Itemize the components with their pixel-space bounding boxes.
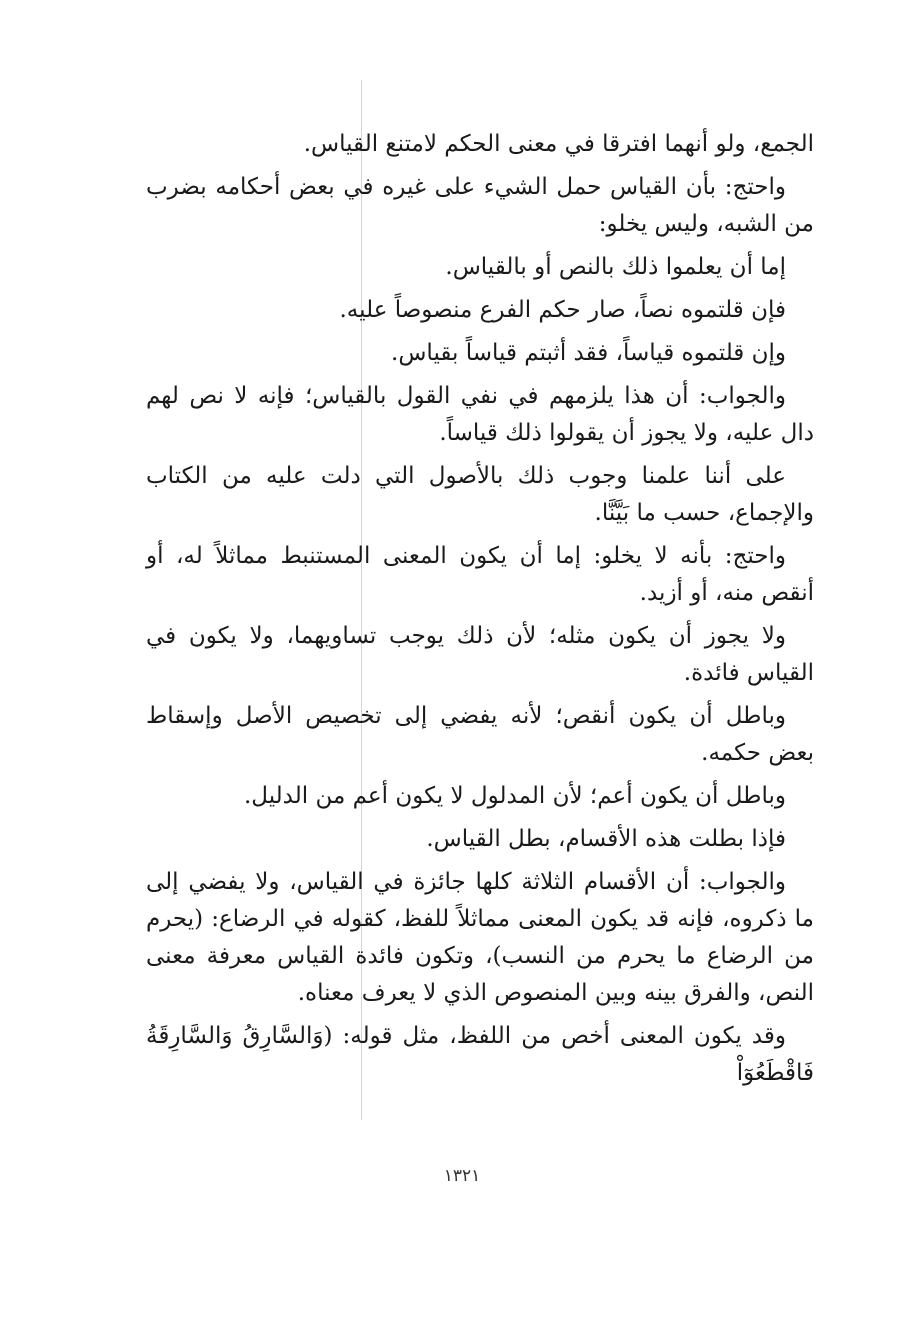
paragraph: وباطل أن يكون أعم؛ لأن المدلول لا يكون أعم من الدليل. [243, 783, 786, 809]
paragraph: والجواب: أن الأقسام الثلاثة كلها جائزة في القياس، ولا يفضي إلى ما ذكروه، فإنه قد يكون المعنى مماثلاً للفظ، كقوله في الرضاع: (يحرم من الرضاع ما يحرم من النسب)، وتكون فائدة القياس معرفة معنى النص، والفرق بينه وبين المنصوص الذي لا يعرف معناه. [146, 869, 815, 1006]
paragraph: فإذا بطلت هذه الأقسام، بطل القياس. [426, 826, 786, 852]
paragraph: وقد يكون المعنى أخص من اللفظ، مثل قوله: (وَالسَّارِقُ وَالسَّارِقَةُ فَاقْطَعُوٓاْ [146, 1023, 814, 1086]
paragraph: فإن قلتموه نصاً، صار حكم الفرع منصوصاً عليه. [339, 297, 786, 323]
paragraph: الجمع، ولو أنهما افترقا في معنى الحكم لامتنع القياس. [303, 131, 814, 157]
paragraph: واحتج: بأن القياس حمل الشيء على غيره في بعض أحكامه بضرب من الشبه، وليس يخلو: [146, 174, 814, 237]
body-text [146, 126, 814, 1098]
paragraph: وباطل أن يكون أنقص؛ لأنه يفضي إلى تخصيص الأصل وإسقاط بعض حكمه. [146, 703, 814, 766]
paragraph: والجواب: أن هذا يلزمهم في نفي القول بالقياس؛ فإنه لا نص لهم دال عليه، ولا يجوز أن يقولوا ذلك قياساً. [146, 383, 814, 446]
paragraph: وإن قلتموه قياساً، فقد أثبتم قياساً بقياس. [391, 340, 786, 366]
paragraph: واحتج: بأنه لا يخلو: إما أن يكون المعنى المستنبط مماثلاً له، أو أنقص منه، أو أزيد. [146, 543, 814, 606]
paragraph: على أننا علمنا وجوب ذلك بالأصول التي دلت عليه من الكتاب والإجماع، حسب ما بَيَّنَّا. [146, 463, 814, 526]
page-number: ١٣٢١ [443, 1166, 481, 1186]
paragraph: ولا يجوز أن يكون مثله؛ لأن ذلك يوجب تساويهما، ولا يكون في القياس فائدة. [146, 623, 814, 686]
paragraph: إما أن يعلموا ذلك بالنص أو بالقياس. [445, 254, 786, 280]
